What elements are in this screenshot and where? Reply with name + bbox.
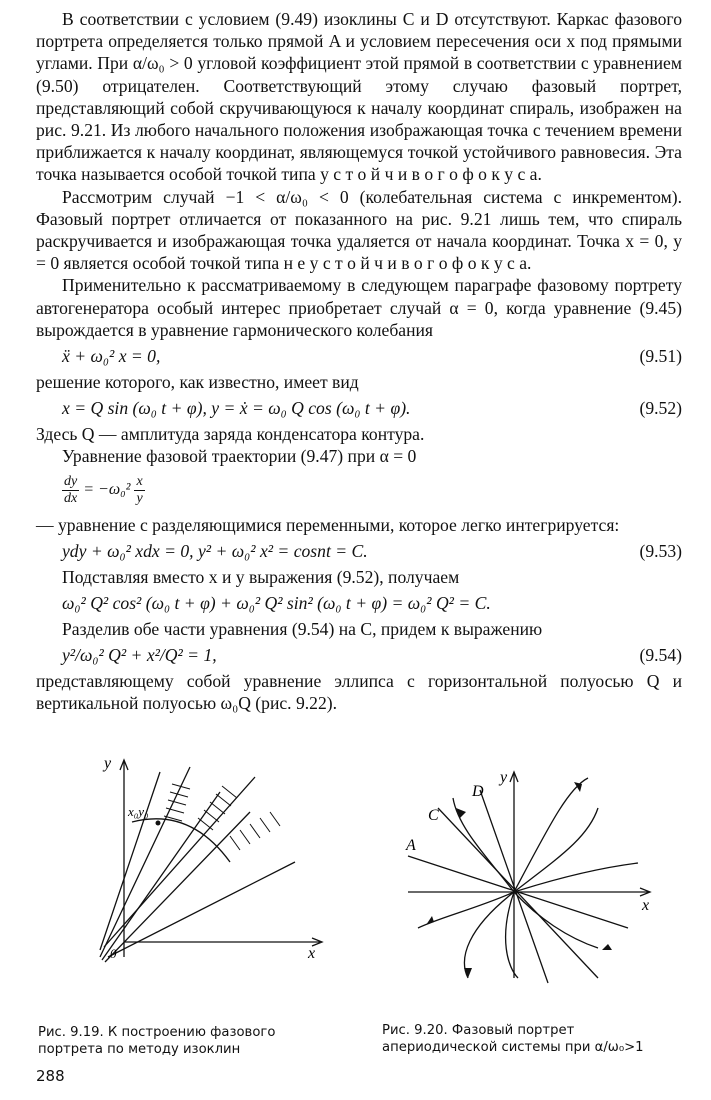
equation-9-51: ẍ + ω₀² x = 0, (9.51): [62, 346, 682, 367]
origin-label: 0: [110, 946, 117, 961]
page-number: 288: [36, 1067, 65, 1085]
x-axis-label: x: [308, 945, 316, 962]
paragraph: Применительно к рассматриваемому в следующем параграфе фазовому портрету автогенератора особый интерес приобретает случай α = 0, когда уравнение (9.45) вырождается в уравнение гармонического колебания: [36, 275, 682, 340]
paragraph: Рассмотрим случай −1 < α/ω₀ < 0 (колебательная система с инкрементом). Фазовый портрет отличается от показанного на рис. 9.21 лишь тем, что спираль раскручивается и изображающая точка удаляется от начала координат. Точка x = 0, y = 0 является особой точкой типа н е у с т о й ч и в о г о ф о к у с а.: [36, 186, 682, 274]
text-body: [36, 8, 682, 715]
isocline-A-label: A: [406, 837, 416, 854]
equation-9-52: x = Q sin (ω₀ t + φ), y = ẋ = ω₀ Q cos (ω₀ t + φ). (9.52): [62, 398, 682, 419]
paragraph: Здесь Q — амплитуда заряда конденсатора контура.: [36, 424, 425, 445]
paragraph: Разделив обе части уравнения (9.54) на C, придем к выражению: [62, 619, 543, 640]
figure-9-19: [80, 752, 330, 967]
paragraph: Уравнение фазовой траектории (9.47) при α = 0: [62, 446, 417, 467]
y-axis-label: y: [104, 755, 112, 772]
figure-9-20: [398, 768, 668, 988]
isocline-C: [438, 808, 598, 978]
y-axis-label: y: [500, 769, 508, 786]
x-axis-label: x: [642, 897, 650, 914]
isocline-D-label: D: [472, 783, 484, 800]
point-label: x₀y₀: [128, 804, 149, 819]
equation-9-54: y²/ω₀² Q² + x²/Q² = 1, (9.54): [62, 645, 682, 666]
equation-9-53: ydy + ω₀² xdx = 0, y² + ω₀² x² = cosnt = C. (9.53): [62, 540, 682, 561]
figure-9-20-caption: Рис. 9.20. Фазовый портрет апериодической системы при α/ω₀>1: [382, 1023, 644, 1055]
paragraph: — уравнение с разделяющимися переменными, которое легко интегрируется:: [36, 514, 620, 535]
figure-9-19-caption: Рис. 9.19. К построению фазового портрета по методу изоклин: [38, 1025, 276, 1057]
isocline-C-label: C: [428, 807, 439, 824]
paragraph: Подставляя вместо x и y выражения (9.52), получаем: [62, 566, 460, 587]
paragraph: представляющему собой уравнение эллипса с горизонтальной полуосью Q и вертикальной полуосью ω₀Q (рис. 9.22).: [36, 671, 682, 714]
equation-dydx: $\frac{dy}{dx}$ = −ω₀² $\frac{x}{y}$: [64, 473, 143, 506]
paragraph: В соответствии с условием (9.49) изоклины C и D отсутствуют. Каркас фазового портрета определяется только прямой A и условием пересечения оси x под прямыми углами. При α/ω₀ > 0 угловой коэффициент этой прямой в соответствии с уравнением (9.50) отрицателен. Соответствующий этому случаю фазовый портрет, представляющий собой скручивающуюся к началу координат спираль, изображен на рис. 9.21. Из любого начального положения изображающая точка с течением времени приближается к началу координат, являющемуся точкой устойчивого равновесия. Эта точка называется особой точкой типа у с т о й ч и в о г о ф о к у с а.: [36, 9, 682, 185]
equation-substitution: ω₀² Q² cos² (ω₀ t + φ) + ω₀² Q² sin² (ω₀ t + φ) = ω₀² Q² = C.: [62, 593, 491, 614]
paragraph: решение которого, как известно, имеет вид: [36, 372, 359, 393]
